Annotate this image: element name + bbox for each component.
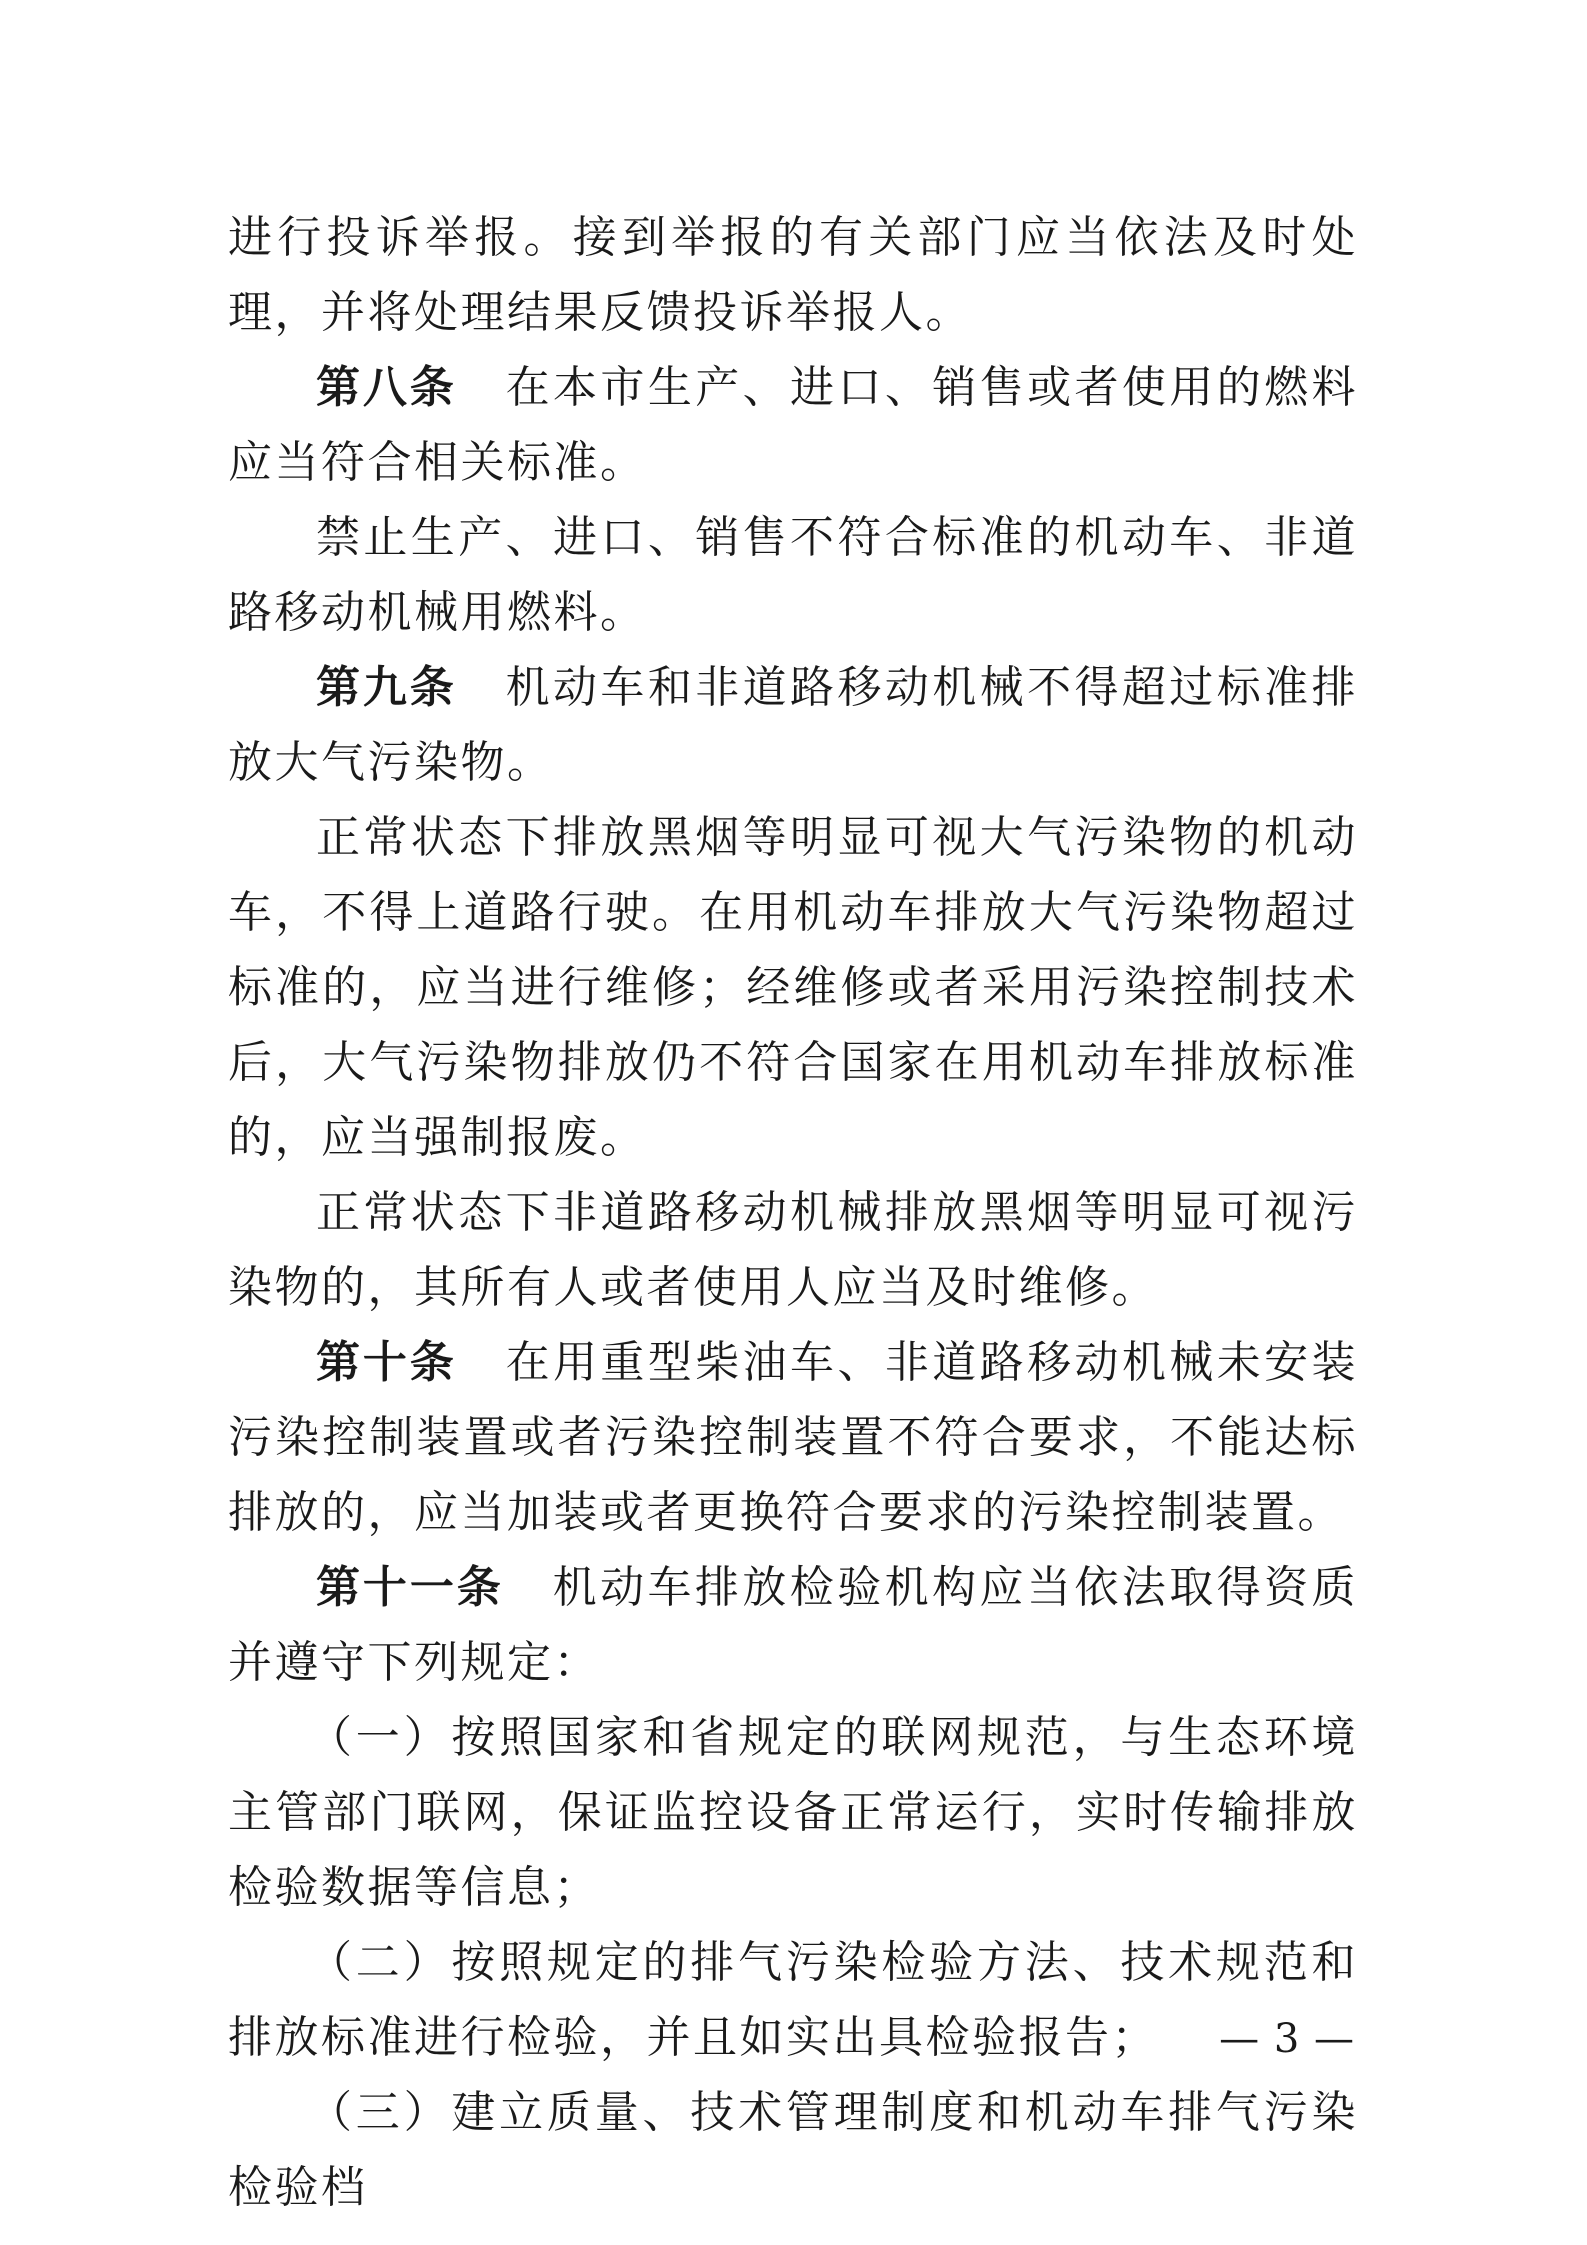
article-10 (228, 1325, 1358, 1550)
paragraph-text: （一）按照国家和省规定的联网规范，与生态环境主管部门联网，保证监控设备正常运行，实时传输排放检验数据等信息； (228, 1712, 1358, 1913)
paragraph-text: 正常状态下排放黑烟等明显可视大气污染物的机动车，不得上道路行驶。在用机动车排放大气污染物超过标准的，应当进行维修；经维修或者采用污染控制技术后，大气污染物排放仍不符合国家在用机动车排放标准的，应当强制报废。 (228, 812, 1358, 1163)
article-11 (228, 1550, 1358, 1700)
page-number: — 3 — (1219, 2016, 1355, 2062)
paragraph-text: （三）建立质量、技术管理制度和机动车排气污染检验档 (228, 2087, 1358, 2213)
paragraph-text: 在用重型柴油车、非道路移动机械未安装污染控制装置或者污染控制装置不符合要求，不能达标排放的，应当加装或者更换符合要求的污染控制装置。 (228, 1337, 1359, 1538)
paragraph-text: 进行投诉举报。接到举报的有关部门应当依法及时处理，并将处理结果反馈投诉举报人。 (228, 212, 1358, 338)
list-item-1 (228, 1700, 1358, 1925)
paragraph-text: 正常状态下非道路移动机械排放黑烟等明显可视污染物的，其所有人或者使用人应当及时维修。 (228, 1187, 1358, 1313)
article-heading: 第八条 (316, 362, 457, 413)
paragraph-3 (228, 500, 1358, 650)
paragraph-text: 在本市生产、进口、销售或者使用的燃料应当符合相关标准。 (228, 362, 1359, 488)
article-heading: 第九条 (316, 662, 457, 713)
paragraph-text: 禁止生产、进口、销售不符合标准的机动车、非道路移动机械用燃料。 (228, 512, 1358, 638)
article-9 (228, 650, 1358, 800)
paragraph-5 (228, 800, 1358, 1175)
paragraph-text: （二）按照规定的排气污染检验方法、技术规范和排放标准进行检验，并且如实出具检验报告； (228, 1937, 1358, 2063)
paragraph-text: 机动车和非道路移动机械不得超过标准排放大气污染物。 (228, 662, 1359, 788)
list-item-3 (228, 2075, 1358, 2225)
article-8 (228, 350, 1358, 500)
document-body (228, 200, 1358, 2225)
paragraph-1 (228, 200, 1358, 350)
article-heading: 第十条 (316, 1337, 457, 1388)
paragraph-text: 机动车排放检验机构应当依法取得资质并遵守下列规定： (228, 1562, 1359, 1688)
article-heading: 第十一条 (316, 1562, 504, 1613)
list-item-2 (228, 1925, 1358, 2075)
paragraph-6 (228, 1175, 1358, 1325)
